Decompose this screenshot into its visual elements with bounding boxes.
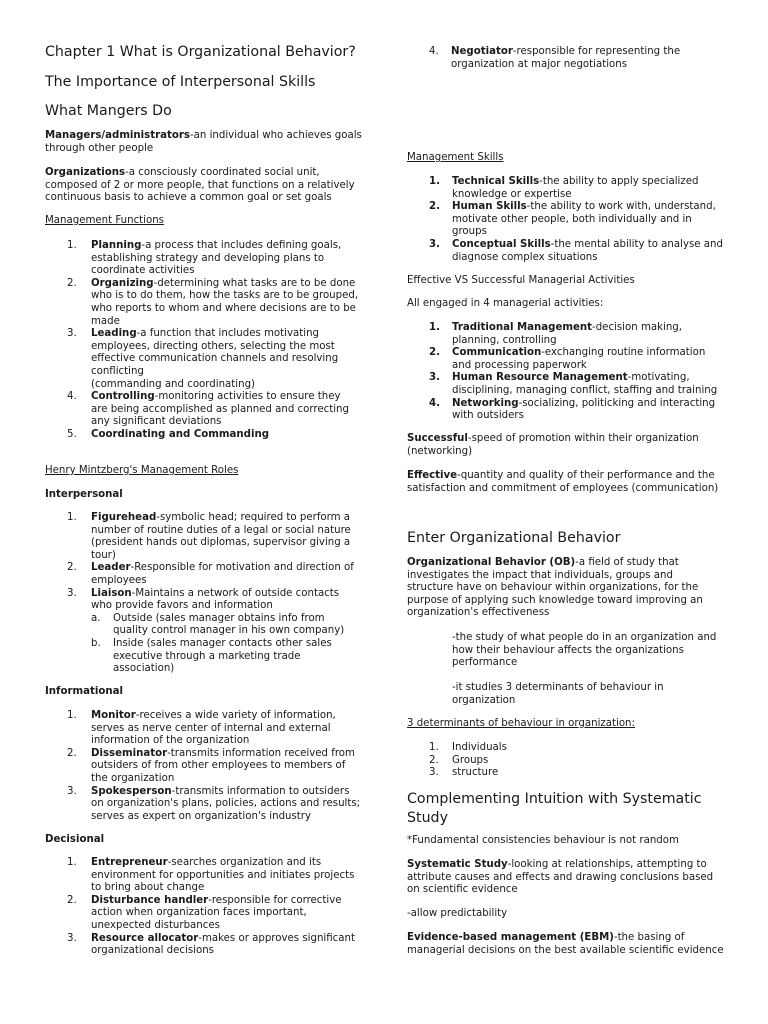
intuition-heading: Complementing Intuition with Systematic Study <box>407 791 702 826</box>
determinants-label: 3 determinants of behaviour in organization: <box>407 718 635 729</box>
list-item: 2. Human Skills-the ability to work with, understand, motivate other people, both individually and in groups <box>429 201 716 238</box>
list-item: 2. Disseminator-transmits information received from outsiders of from other employees to members of the organization <box>67 747 355 784</box>
managers-text: -an individual who achieves goals through other people <box>45 130 362 154</box>
predictability-note: -allow predictability <box>407 908 508 919</box>
mintzberg-label: Henry Mintzberg's Management Roles <box>45 465 239 476</box>
interpersonal-skills-heading: The Importance of Interpersonal Skills <box>45 74 316 90</box>
informational-roles-list <box>67 710 363 823</box>
negotiator-list <box>429 46 719 71</box>
list-item: 2. Disturbance handler-responsible for corrective action when organization faces important, unexpected disturbances <box>67 894 342 931</box>
informational-label: Informational <box>45 686 123 697</box>
management-functions-label: Management Functions <box>45 215 164 226</box>
list-item: a. Outside (sales manager obtains info from quality control manager in his own company) <box>91 612 345 637</box>
determinants-list <box>429 742 629 780</box>
list-item: 2. Leader-Responsible for motivation and direction of employees <box>67 562 354 586</box>
list-item: 3. Resource allocator-makes or approves significant organizational decisions <box>67 932 355 957</box>
management-skills-label: Management Skills <box>407 152 504 163</box>
list-item: 4. Controlling-monitoring activities to ensure they are being accomplished as planned and correcting any significant deviations <box>67 391 349 428</box>
list-item: b. Inside (sales manager contacts other sales executive through a marketing trade association) <box>91 637 332 675</box>
what-managers-do-heading: What Mangers Do <box>45 103 172 119</box>
managers-term: Managers/administrators <box>45 130 190 141</box>
organizations-text: -a consciously coordinated social unit, composed of 2 or more people, that functions on a relatively continuous basis to achieve a common goal or set goals <box>45 167 355 204</box>
all-engaged-text: All engaged in 4 managerial activities: <box>407 298 604 309</box>
liaison-sublist <box>91 613 361 676</box>
list-item: 1. Figurehead-symbolic head; required to perform a number of routine duties of a legal or social nature (president hands out diplomas, supervisor giving a tour) <box>67 512 351 561</box>
decisional-label: Decisional <box>45 834 105 845</box>
fundamental-note: *Fundamental consistencies behaviour is not random <box>407 835 679 846</box>
list-item: 1. Individuals <box>429 742 507 753</box>
skills-list <box>429 176 723 264</box>
list-item: 4. Negotiator-responsible for representing the organization at major negotiations <box>429 46 681 70</box>
list-item: 3. Human Resource Management-motivating, disciplining, managing conflict, staffing and training <box>429 372 718 396</box>
list-item: 1. Technical Skills-the ability to apply specialized knowledge or expertise <box>429 176 699 200</box>
list-item: 4. Networking-socializing, politicking and interacting with outsiders <box>429 397 716 422</box>
list-item: 3. Leading-a function that includes motivating employees, directing others, selecting the most effective communication channels and resolving conflicting (commanding and coordinating) <box>67 328 339 390</box>
list-item: 2. Groups <box>429 754 489 766</box>
list-item: 3. Spokesperson-transmits information to outsiders on organization's plans, policies, actions and results; serves as expert on organization's industry <box>67 785 361 822</box>
list-item: 3. Liaison-Maintains a network of outside contacts who provide favors and information a. Outside (sales manager obtains info from quality control manager in his own company) b. Inside (sales manager contacts other sales executive through a marketing trade association) <box>67 588 361 676</box>
organizations-term: Organizations <box>45 167 126 178</box>
list-item: 1. Traditional Management-decision making, planning, controlling <box>429 322 682 346</box>
ob-note-study: -the study of what people do in an organization and how their behaviour affects the organizations performance <box>452 632 717 669</box>
list-item: 1. Planning-a process that includes defining goals, establishing strategy and developing plans to coordinate activities <box>67 240 342 277</box>
list-item: 5. Coordinating and Commanding <box>67 428 269 440</box>
list-item: 2. Organizing-determining what tasks are to be done who is to do them, how the tasks are to be grouped, who reports to whom and where decisions are to be made <box>67 277 359 327</box>
enter-ob-heading: Enter Organizational Behavior <box>407 530 621 546</box>
interpersonal-roles-list <box>67 512 361 676</box>
interpersonal-label: Interpersonal <box>45 489 123 500</box>
list-item: 3. structure <box>429 767 499 779</box>
ob-definition: Organizational Behavior (OB)-a field of study that investigates the impact that individuals, groups and structure have on behaviour within organizations, for the purpose of applying such knowledge toward improving an organization's effectiveness <box>407 557 703 619</box>
list-item: 3. Conceptual Skills-the mental ability to analyse and diagnose complex situations <box>429 238 723 263</box>
list-item: 1. Entrepreneur-searches organization and its environment for opportunities and initiates projects to bring about change <box>67 857 355 894</box>
successful-definition: Successful-speed of promotion within their organization (networking) <box>407 433 699 457</box>
decisional-roles-list <box>67 857 357 958</box>
effective-vs-successful-label: Effective VS Successful Managerial Activities <box>407 275 635 286</box>
ob-note-determinants: -it studies 3 determinants of behaviour in organization <box>452 682 664 706</box>
list-item: 2. Communication-exchanging routine information and processing paperwork <box>429 347 706 371</box>
chapter-title: Chapter 1 What is Organizational Behavior? <box>45 44 356 60</box>
effective-definition: Effective-quantity and quality of their performance and the satisfaction and commitment of employees (communication) <box>407 470 719 494</box>
list-item: 1. Monitor-receives a wide variety of information, serves as nerve center of internal and external information of the organization <box>67 710 336 747</box>
organizations-definition <box>45 167 363 205</box>
managers-definition <box>45 130 363 155</box>
managerial-activities-list <box>429 322 723 423</box>
systematic-study-definition: Systematic Study-looking at relationships, attempting to attribute causes and effects and drawing conclusions based on scientific evidence <box>407 859 714 896</box>
management-functions-list <box>67 240 359 442</box>
ebm-definition: Evidence-based management (EBM)-the basing of managerial decisions on the best available scientific evidence <box>407 932 724 956</box>
